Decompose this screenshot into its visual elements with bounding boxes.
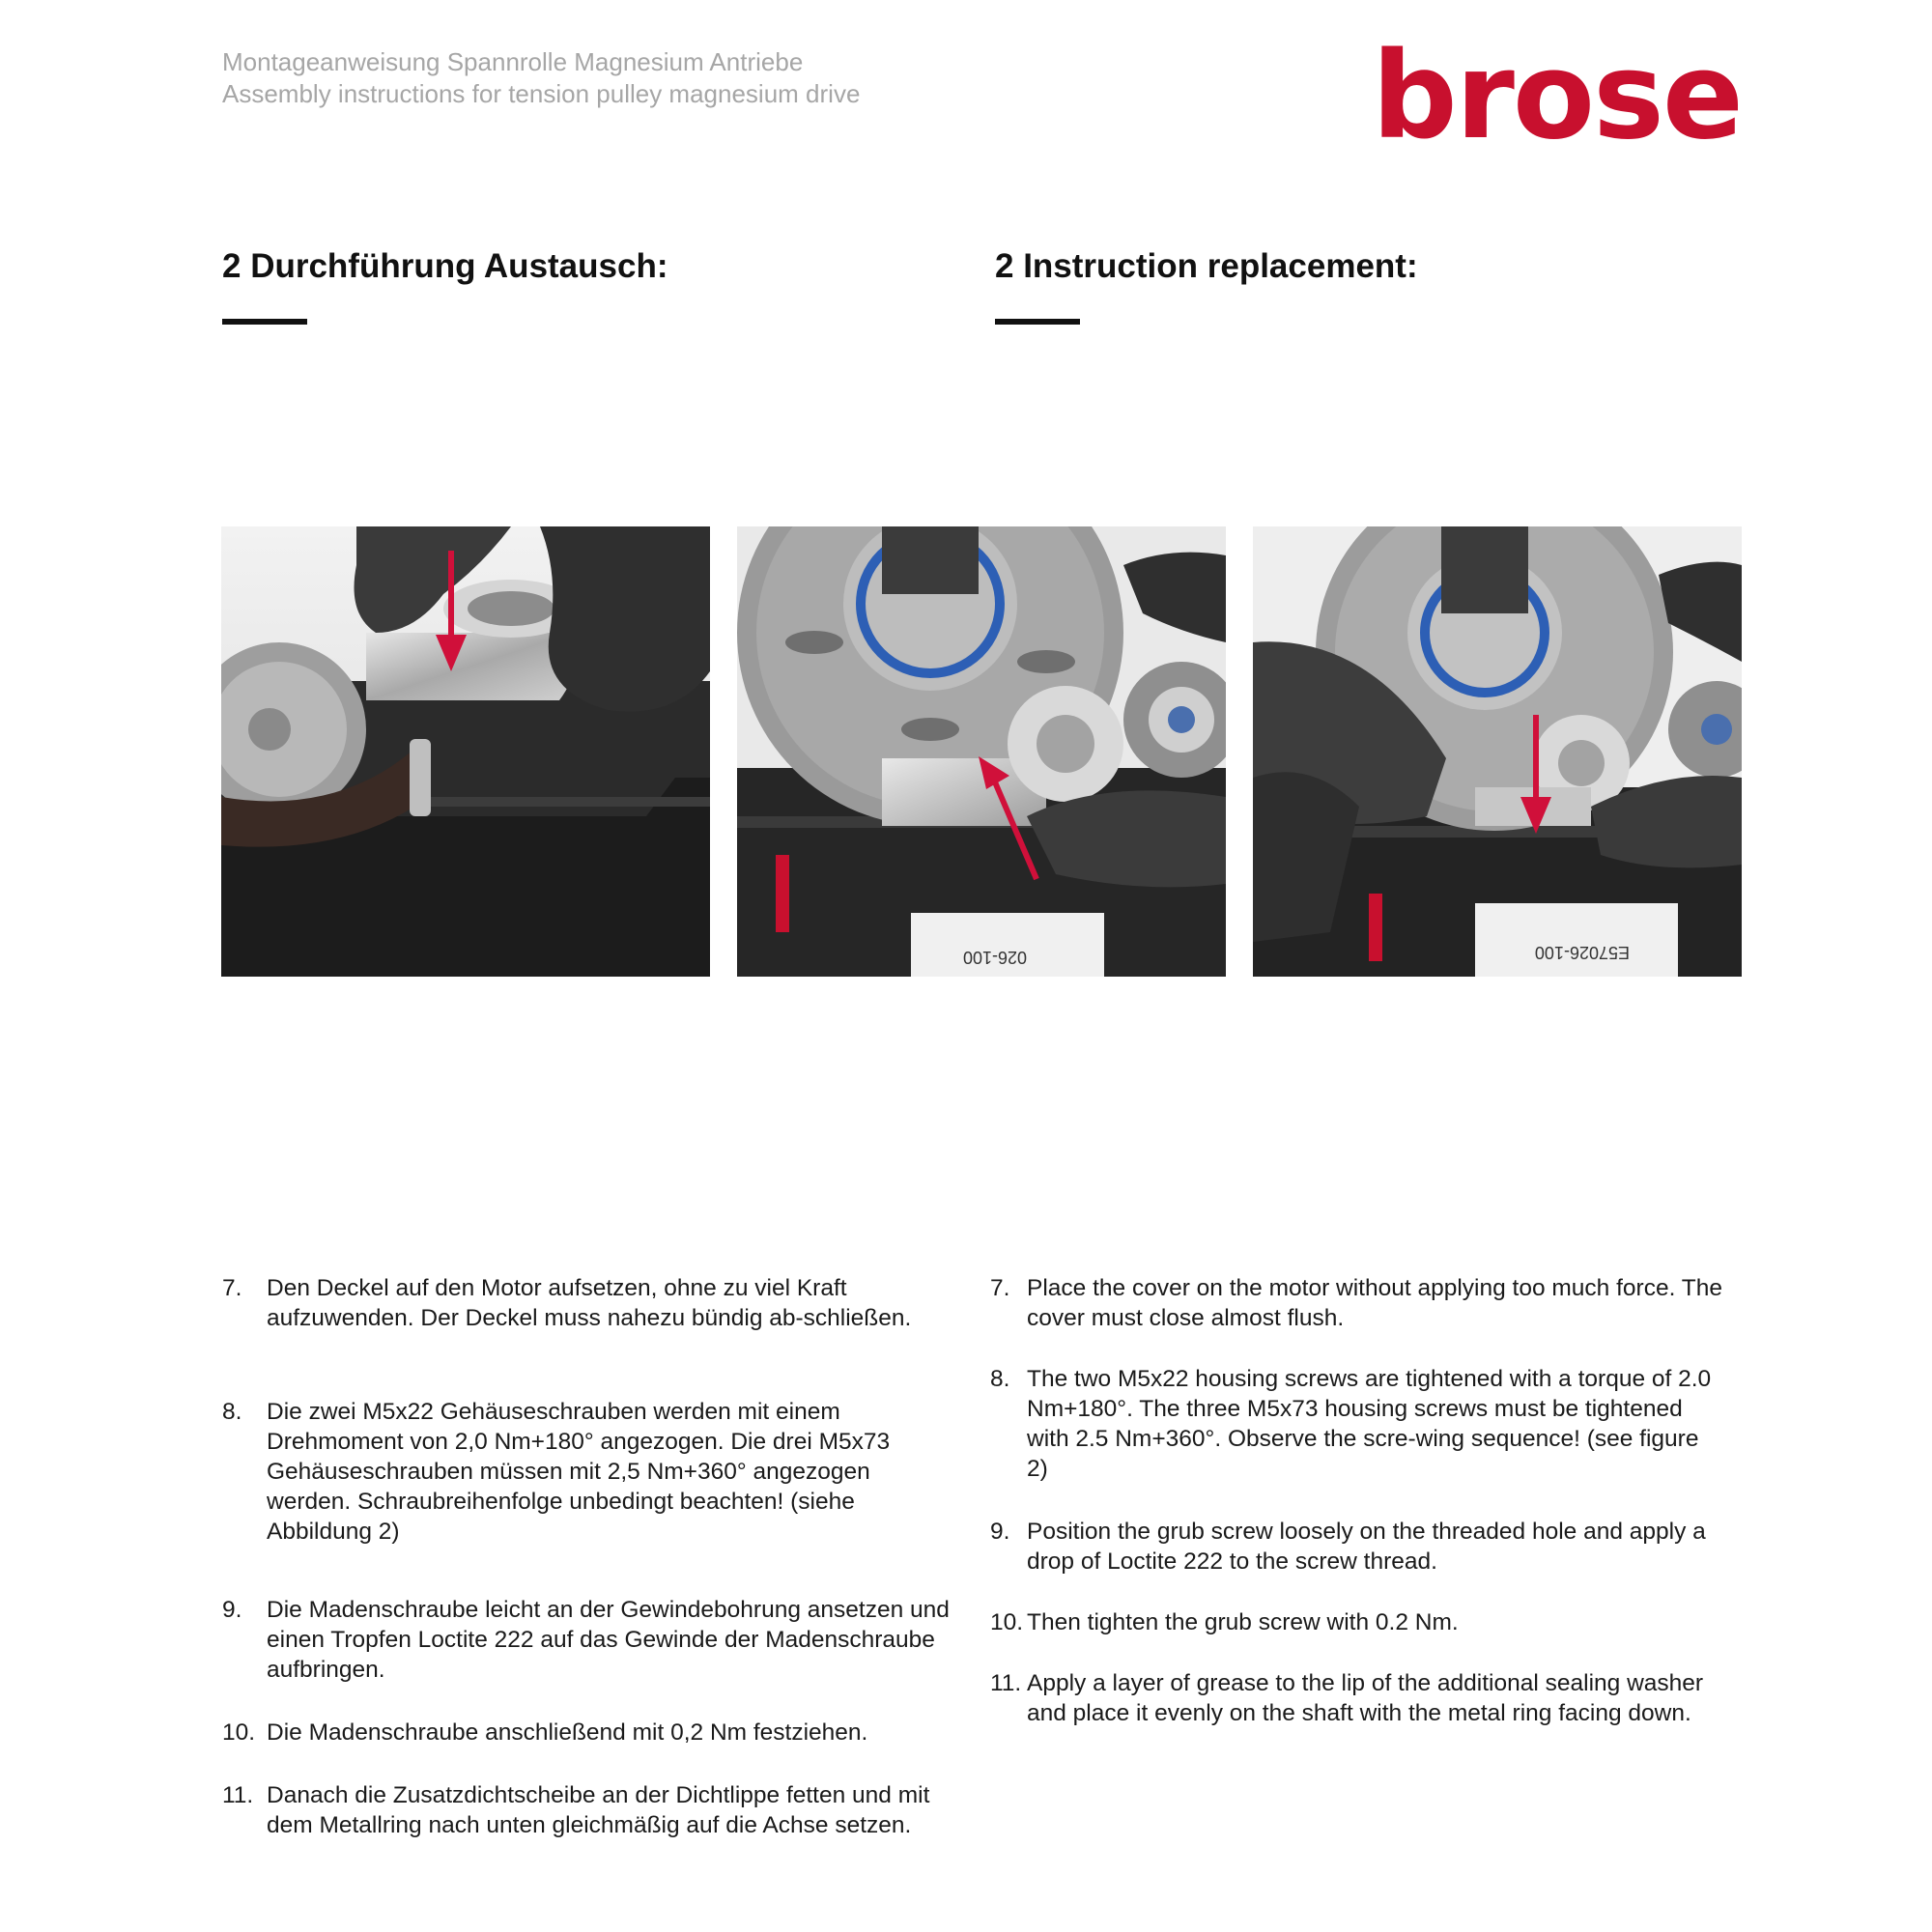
- list-item: 7. Den Deckel auf den Motor aufsetzen, ohne zu viel Kraft aufzuwenden. Der Deckel muss nahezu bündig ab-schließen.: [222, 1275, 912, 1331]
- svg-text:026-100: 026-100: [962, 948, 1027, 967]
- section-rule-de: [222, 319, 307, 325]
- steps-list-en: [990, 1273, 1724, 1728]
- list-item: 10. Then tighten the grub screw with 0.2 Nm.: [990, 1609, 1459, 1635]
- list-item: 8. Die zwei M5x22 Gehäuseschrauben werden mit einem Drehmoment von 2,0 Nm+180° angezogen. Die drei M5x73 Gehäuseschrauben müssen mit 2,5 Nm+360° angezogen werden. Schraubreihenfolge unbedingt beachten! (siehe Abbildung 2): [222, 1399, 891, 1545]
- section-rule-en: [995, 319, 1080, 325]
- list-item: 9. Die Madenschraube leicht an der Gewindebohrung ansetzen und einen Tropfen Loctite 222 auf das Gewinde der Madenschraube aufbringen.: [222, 1597, 950, 1683]
- header-subtitle-de: Montageanweisung Spannrolle Magnesium Antriebe: [222, 47, 804, 76]
- list-item: 8. The two M5x22 housing screws are tightened with a torque of 2.0 Nm+180°. The three M5x73 housing screws must be tightened with 2.5 Nm+360°. Observe the scre-wing sequence! (see figure 2): [990, 1366, 1712, 1482]
- list-item: 10. Die Madenschraube anschließend mit 0,2 Nm festziehen.: [222, 1719, 868, 1746]
- document-header: [222, 46, 860, 110]
- list-item: 11. Apply a layer of grease to the lip of the additional sealing washer and place it evenly on the shaft with the metal ring facing down.: [990, 1670, 1704, 1726]
- header-subtitle-en: Assembly instructions for tension pulley magnesium drive: [222, 79, 861, 108]
- section-title-en: 2 Instruction replacement:: [995, 247, 1418, 285]
- list-item: 11. Danach die Zusatzdichtscheibe an der Dichtlippe fetten und mit dem Metallring nach unten gleichmäßig auf die Achse setzen.: [222, 1782, 930, 1838]
- photo-placing-tension-pulley-cover: [221, 526, 710, 977]
- steps-list-de: [222, 1273, 956, 1840]
- list-item: 7. Place the cover on the motor without applying too much force. The cover must close almost flush.: [990, 1275, 1722, 1331]
- section-title-de: 2 Durchführung Austausch:: [222, 247, 668, 285]
- brose-logo: brose: [1372, 27, 1743, 166]
- photo-cover-on-motor-housing: [737, 526, 1226, 977]
- list-item: 9. Position the grub screw loosely on the threaded hole and apply a drop of Loctite 222 to the screw thread.: [990, 1519, 1706, 1575]
- photo-pressing-cover-flush: [1253, 526, 1742, 977]
- svg-text:E57026-100: E57026-100: [1534, 943, 1630, 962]
